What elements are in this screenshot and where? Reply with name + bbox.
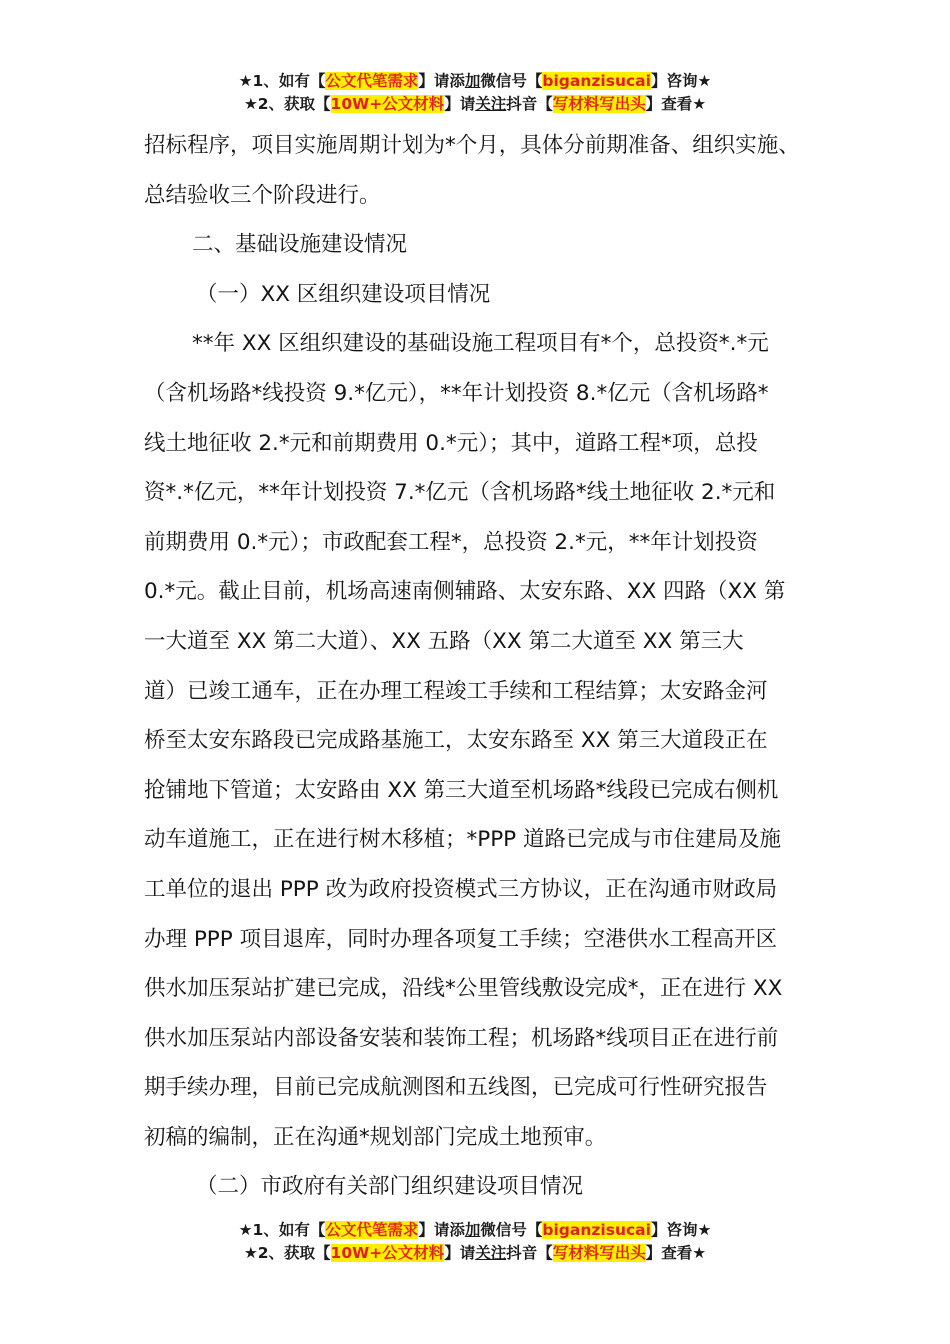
banner-text: ★2、获取【 <box>243 1244 331 1262</box>
banner-line-2 <box>0 93 950 116</box>
banner-text: 】查看★ <box>645 1244 707 1262</box>
banner-text: 】咨询★ <box>650 72 712 90</box>
paragraph-line: 供水加压泵站内部设备安装和装饰工程；机场路*线项目正在进行前 <box>144 1025 779 1051</box>
wechat-id-highlight: biganzisucai <box>542 1221 651 1239</box>
highlight-text: 公文代笔需求 <box>325 1221 419 1239</box>
paragraph-line: 动车道施工，正在进行树木移植；*PPP 道路已完成与市住建局及施 <box>144 827 781 853</box>
banner-line-1 <box>0 1219 950 1242</box>
paragraph-line: 资*.*亿元，**年计划投资 7.*亿元（含机场路*线土地征收 2.*元和 <box>144 480 776 506</box>
underlined-text: 关注 <box>475 1244 507 1262</box>
paragraph-line: （含机场路*线投资 9.*亿元），**年计划投资 8.*亿元（含机场路* <box>144 380 769 406</box>
banner-text: 】请添 <box>418 72 465 90</box>
banner-text: 抖音【 <box>506 1244 553 1262</box>
paragraph-line: 0.*元。截止目前，机场高速南侧辅路、太安东路、XX 四路（XX 第 <box>144 579 786 605</box>
header-banner <box>0 70 950 116</box>
paragraph-line: **年 XX 区组织建设的基础设施工程项目有*个，总投资*.*元 <box>192 331 769 357</box>
banner-text: 】请 <box>444 95 476 113</box>
banner-text: ★1、如有【 <box>238 72 326 90</box>
banner-text: ★2、获取【 <box>243 95 331 113</box>
paragraph-line: 办理 PPP 项目退库，同时办理各项复工手续；空港供水工程高开区 <box>144 926 778 952</box>
wechat-id-highlight: biganzisucai <box>542 72 651 90</box>
paragraph-line: 线土地征收 2.*元和前期费用 0.*元）；其中，道路工程*项，总投 <box>144 430 758 456</box>
banner-text: ★1、如有【 <box>238 1221 326 1239</box>
paragraph-line: 一大道至 XX 第二大道）、XX 五路（XX 第二大道至 XX 第三大 <box>144 628 744 654</box>
banner-line-2 <box>0 1242 950 1265</box>
paragraph-line: 期手续办理，目前已完成航测图和五线图，已完成可行性研究报告 <box>144 1075 768 1101</box>
paragraph-line: 前期费用 0.*元）；市政配套工程*，总投资 2.*元，**年计划投资 <box>144 529 758 555</box>
paragraph-line: 桥至太安东路段已完成路基施工，太安东路至 XX 第三大道段正在 <box>144 728 768 754</box>
banner-text: 微信号【 <box>480 1221 543 1239</box>
paragraph-line: 总结验收三个阶段进行。 <box>144 182 381 208</box>
banner-line-1 <box>0 70 950 93</box>
paragraph-line: 供水加压泵站扩建已完成，沿线*公里管线敷设完成*，正在进行 XX <box>144 976 783 1002</box>
paragraph-line: 道）已竣工通车，正在办理工程竣工手续和工程结算；太安路金河 <box>144 678 768 704</box>
underlined-text: 关注 <box>475 95 507 113</box>
douyin-account-highlight: 写材料写出头 <box>552 95 646 113</box>
paragraph-line: 抢铺地下管道；太安路由 XX 第三大道至机场路*线段已完成右侧机 <box>144 777 779 803</box>
section-heading: 二、基础设施建设情况 <box>192 232 408 258</box>
underlined-text: 加 <box>464 1221 481 1239</box>
footer-banner <box>0 1219 950 1265</box>
subsection-heading: （二）市政府有关部门组织建设项目情况 <box>196 1174 584 1200</box>
banner-text: 】请添 <box>418 1221 465 1239</box>
banner-text: 抖音【 <box>506 95 553 113</box>
douyin-account-highlight: 写材料写出头 <box>552 1244 646 1262</box>
highlight-text: 公文代笔需求 <box>325 72 419 90</box>
paragraph-line: 初稿的编制，正在沟通*规划部门完成土地预审。 <box>144 1124 607 1150</box>
banner-text: 】咨询★ <box>650 1221 712 1239</box>
banner-text: 】请 <box>444 1244 476 1262</box>
highlight-text: 10W+公文材料 <box>330 95 445 113</box>
underlined-text: 加 <box>464 72 481 90</box>
banner-text: 微信号【 <box>480 72 543 90</box>
paragraph-line: 工单位的退出 PPP 改为政府投资模式三方协议，正在沟通市财政局 <box>144 876 778 902</box>
highlight-text: 10W+公文材料 <box>330 1244 445 1262</box>
banner-text: 】查看★ <box>645 95 707 113</box>
paragraph-line: 招标程序，项目实施周期计划为*个月，具体分前期准备、组织实施、 <box>144 133 800 158</box>
document-body <box>144 121 814 1212</box>
subsection-heading: （一）XX 区组织建设项目情况 <box>196 281 491 307</box>
